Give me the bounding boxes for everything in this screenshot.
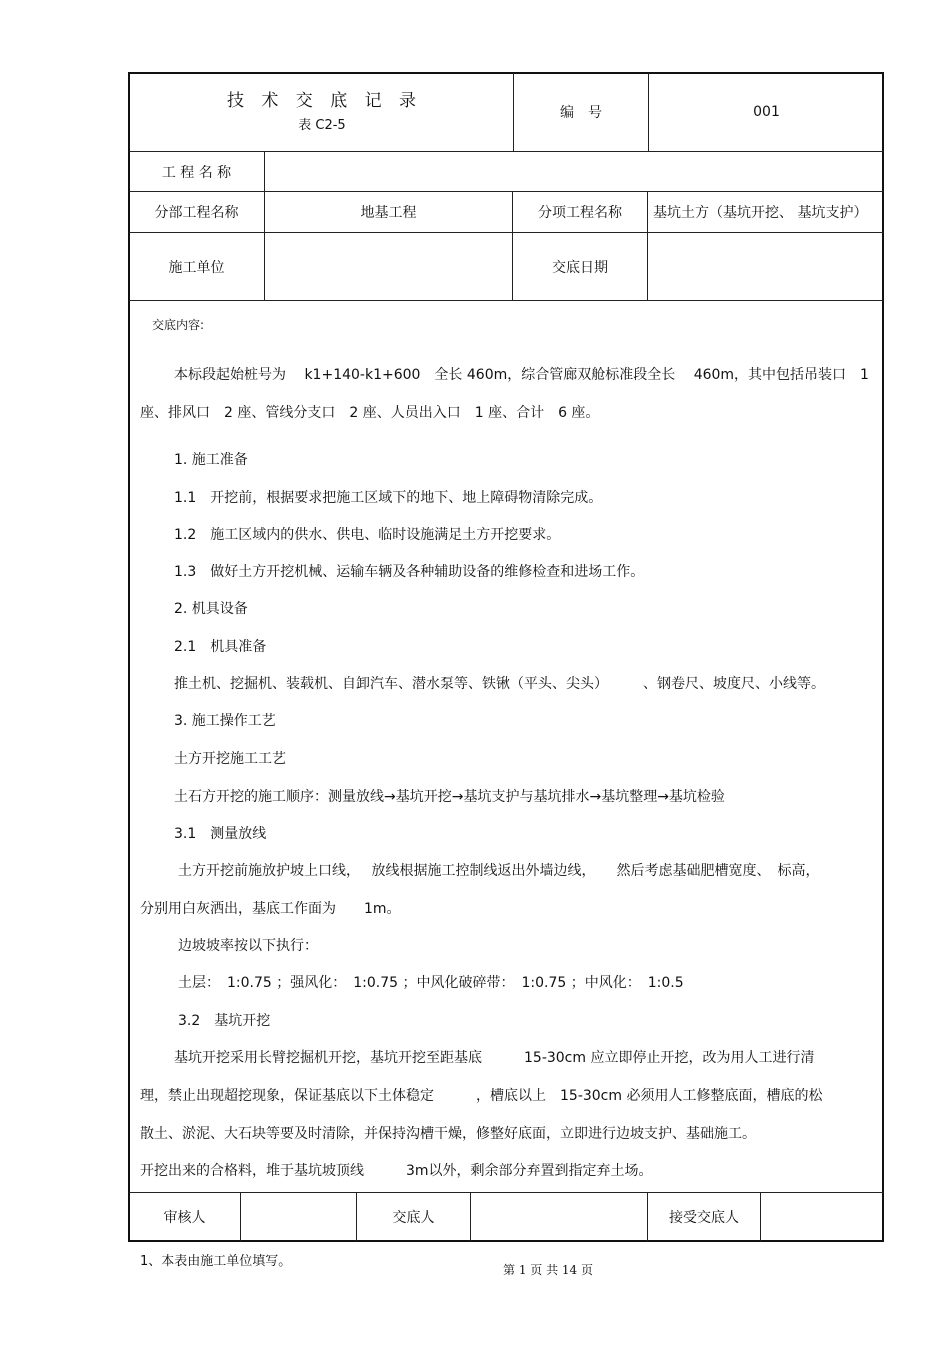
project-name-value[interactable] <box>265 152 884 191</box>
content-line: 土石方开挖的施工顺序：测量放线→基坑开挖→基坑支护与基坑排水→基坑整理→基坑检验 <box>174 789 725 805</box>
reviewer-label: 审核人 <box>163 1210 206 1226</box>
content-line: 1.1 开挖前，根据要求把施工区域下的地下、地上障碍物清除完成。 <box>174 490 603 506</box>
content-line: 理，禁止出现超挖现象，保证基底以下土体稳定 ，槽底以上 15-30cm 必须用人工修整底面，槽底的松 <box>140 1088 823 1104</box>
construction-unit-label: 施工单位 <box>168 259 225 276</box>
receiver-label: 接受交底人 <box>669 1210 739 1226</box>
content-line: 2. 机具设备 <box>174 601 248 617</box>
number-value: 001 <box>753 104 780 120</box>
content-line: 1.3 做好土方开挖机械、运输车辆及各种辅助设备的维修检查和进场工作。 <box>174 564 645 580</box>
construction-unit-value[interactable] <box>265 233 512 300</box>
content-line: 土方开挖前施放护坡上口线， 放线根据施工控制线返出外墙边线， 然后考虑基础肥槽宽度、 标高， <box>178 863 820 879</box>
project-name-label: 工 程 名 称 <box>161 164 232 181</box>
content-line: 3.2 基坑开挖 <box>178 1013 271 1029</box>
form-code: 表 C2-5 <box>298 118 346 133</box>
form-title: 技 术 交 底 记 录 <box>226 91 418 111</box>
presenter-signature[interactable] <box>471 1193 647 1241</box>
content-line: 边坡坡率按以下执行： <box>178 938 318 954</box>
reviewer-signature[interactable] <box>241 1193 356 1241</box>
content-line: 土层： 1:0.75 ；强风化： 1:0.75 ；中风化破碎带： 1:0.75 ；中风化： 1:0.5 <box>178 975 684 991</box>
footnote: 1、本表由施工单位填写。 <box>140 1254 292 1269</box>
content-line: 推土机、挖掘机、装载机、自卸汽车、潜水泵等、铁锹（平头、尖头） 、钢卷尺、坡度尺、小线等。 <box>174 676 825 692</box>
handover-date-value[interactable] <box>648 233 884 300</box>
presenter-label: 交底人 <box>392 1210 435 1226</box>
content-line: 分别用白灰洒出，基底工作面为 1m。 <box>140 901 401 917</box>
number-label: 编 号 <box>560 105 602 121</box>
receiver-signature[interactable] <box>761 1193 884 1241</box>
content-line: 1. 施工准备 <box>174 452 248 468</box>
division-label: 分部工程名称 <box>154 205 239 221</box>
content-line: 座、排风口 2 座、管线分支口 2 座、人员出入口 1 座、合计 6 座。 <box>140 405 600 421</box>
division-value[interactable]: 地基工程 <box>360 205 417 221</box>
content-line: 2.1 机具准备 <box>174 639 267 655</box>
sub-division-label: 分项工程名称 <box>538 205 622 221</box>
row-divider <box>129 300 884 301</box>
content-line: 基坑开挖采用长臂挖掘机开挖，基坑开挖至距基底 15-30cm 应立即停止开挖，改为用人工进行清 <box>174 1050 815 1066</box>
handover-date-label: 交底日期 <box>552 259 608 276</box>
content-line: 3.1 测量放线 <box>174 826 267 842</box>
content-line: 3. 施工操作工艺 <box>174 713 276 729</box>
content-line: 本标段起始桩号为 k1+140-k1+600 全长 460m，综合管廊双舱标准段全长 460m，其中包括吊装口 1 <box>174 367 869 383</box>
content-line: 开挖出来的合格料，堆于基坑坡顶线 3m以外，剩余部分弃置到指定弃土场。 <box>140 1163 653 1179</box>
sub-division-value[interactable]: 基坑土方（基坑开挖、 基坑支护） <box>653 205 868 221</box>
content-line: 土方开挖施工工艺 <box>174 751 286 767</box>
content-line: 散土、淤泥、大石块等要及时清除，并保持沟槽干燥，修整好底面，立即进行边坡支护、基础施工。 <box>140 1126 756 1142</box>
page-number: 第 1 页 共 14 页 <box>503 1263 593 1277</box>
content-line: 1.2 施工区域内的供水、供电、临时设施满足土方开挖要求。 <box>174 527 561 543</box>
content-label: 交底内容: <box>152 318 205 332</box>
